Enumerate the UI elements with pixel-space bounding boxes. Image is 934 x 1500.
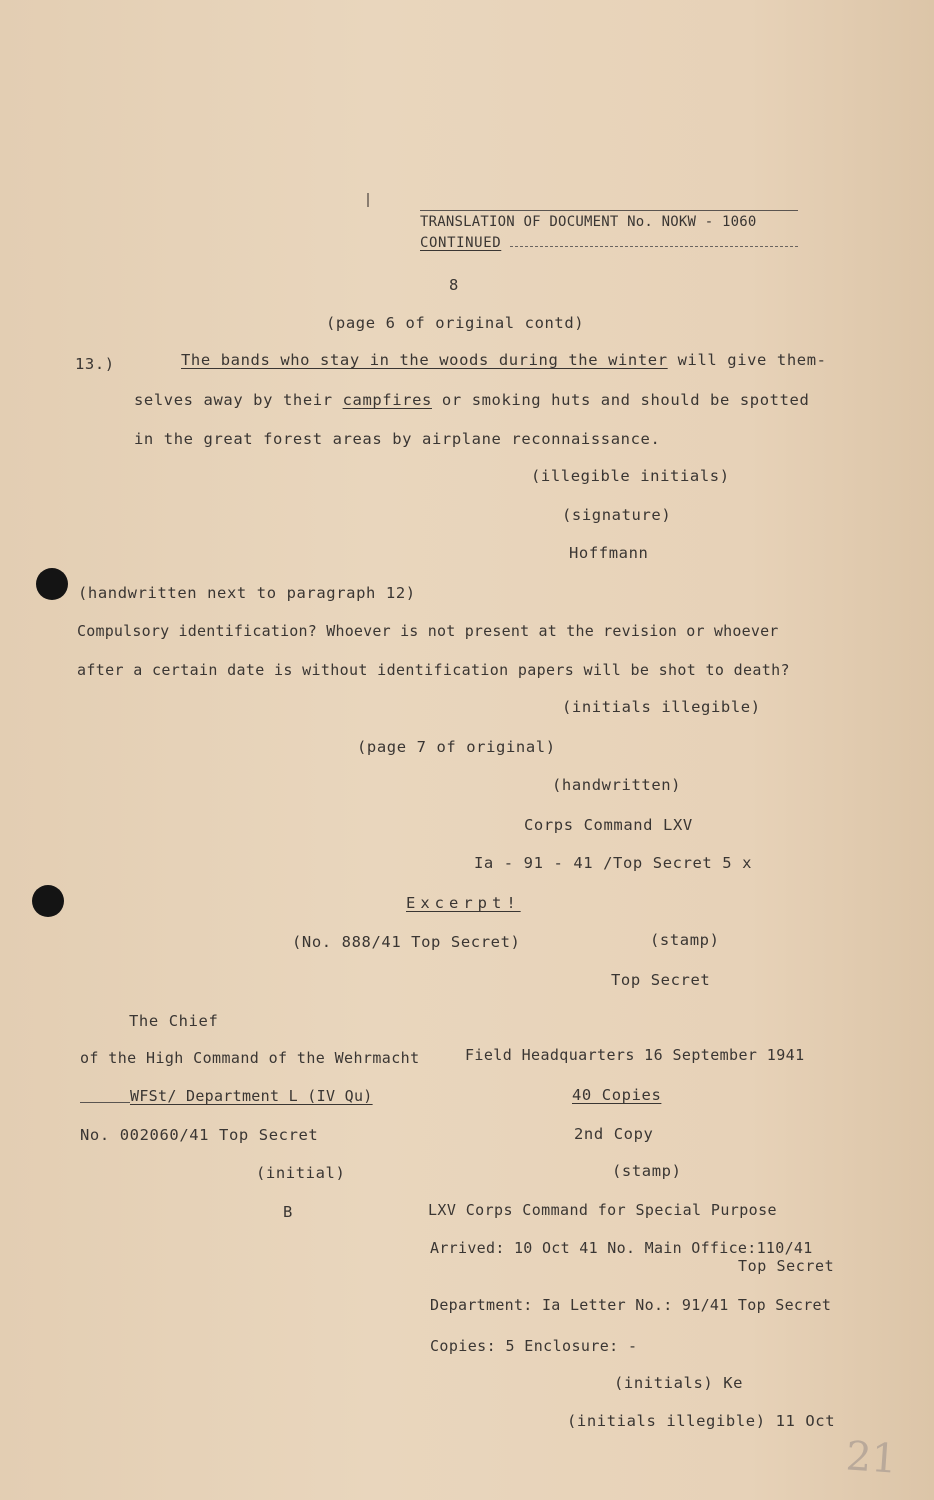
copy-number: 2nd Copy [574, 1125, 654, 1143]
department-rule [80, 1102, 130, 1103]
paragraph-line-1-rest: will give them- [667, 351, 827, 369]
handwritten-note-line-2: after a certain date is without identification papers will be shot to death? [77, 661, 790, 679]
header-rule [420, 210, 798, 211]
stamp-unit: LXV Corps Command for Special Purpose [428, 1201, 777, 1219]
stamp-copies: Copies: 5 Enclosure: - [430, 1337, 638, 1355]
punch-hole-top [36, 568, 68, 600]
stamp-arrived: Arrived: 10 Oct 41 No. Main Office:110/41 [430, 1239, 813, 1257]
punch-hole-bottom [32, 885, 64, 917]
stamp-label-2: (stamp) [612, 1162, 682, 1180]
handwritten-note-initials: (initials illegible) [562, 698, 761, 716]
excerpt-title: Excerpt! [406, 894, 521, 912]
page-number: 8 [449, 276, 459, 294]
handwritten-note-line-1: Compulsory identification? Whoever is not present at the revision or whoever [77, 622, 779, 640]
copies-total: 40 Copies [572, 1086, 662, 1104]
handwritten-note-heading: (handwritten next to paragraph 12) [78, 584, 416, 602]
initial-label: (initial) [256, 1164, 346, 1182]
department: WFSt/ Department L (IV Qu) [130, 1087, 373, 1105]
stamp-label: (stamp) [650, 931, 720, 949]
page7-note: (page 7 of original) [357, 738, 556, 756]
paragraph-line-2-start: selves away by their [134, 391, 343, 409]
handwritten-label: (handwritten) [552, 776, 682, 794]
stamp-department: Department: Ia Letter No.: 91/41 Top Secret [430, 1296, 832, 1314]
top-secret-label: Top Secret [611, 971, 711, 989]
paragraph-number: 13.) [75, 355, 115, 373]
reference-number: Ia - 91 - 41 /Top Secret 5 x [474, 854, 753, 872]
document-number: (No. 888/41 Top Secret) [292, 933, 521, 951]
stamp-arrived-classification: Top Secret [738, 1257, 835, 1275]
field-headquarters: Field Headquarters 16 September 1941 [465, 1046, 805, 1064]
file-number: No. 002060/41 Top Secret [80, 1126, 319, 1144]
header-title: TRANSLATION OF DOCUMENT No. NOKW - 1060 [420, 214, 757, 230]
stamp-initials: (initials) Ke [614, 1374, 744, 1392]
paragraph-line-3: in the great forest areas by airplane reconnaissance. [134, 430, 661, 448]
page6-note: (page 6 of original contd) [326, 314, 585, 332]
handwritten-page-number: 21 [844, 1433, 899, 1483]
high-command-line: of the High Command of the Wehrmacht [80, 1049, 420, 1067]
corps-command: Corps Command LXV [524, 816, 693, 834]
paragraph-line-1-underlined: The bands who stay in the woods during the winter [181, 351, 668, 369]
paragraph-line-2 [134, 391, 809, 409]
signature-label: (signature) [562, 506, 672, 524]
header-dash [510, 246, 798, 247]
chief-line: The Chief [129, 1012, 219, 1030]
paragraph-line-2-underlined: campfires [342, 391, 432, 409]
header-continued: CONTINUED [420, 235, 502, 251]
paragraph-line-1 [181, 351, 827, 369]
paragraph-line-2-end: or smoking huts and should be spotted [431, 391, 810, 409]
paper-mark [367, 193, 369, 207]
stamp-initials-date: (initials illegible) 11 Oct [567, 1412, 836, 1430]
signature-name: Hoffmann [569, 544, 649, 562]
letter-b: B [283, 1203, 293, 1221]
illegible-initials: (illegible initials) [531, 467, 730, 485]
